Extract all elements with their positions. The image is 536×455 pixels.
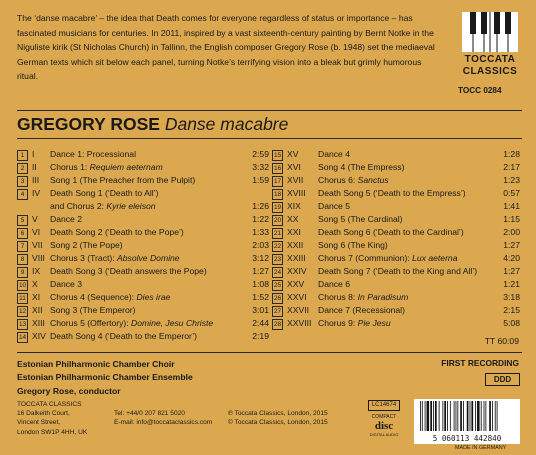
track-row	[17, 239, 269, 252]
performer-ensemble: Estonian Philharmonic Chamber Ensemble	[17, 372, 193, 383]
track-roman-numeral: XXIV	[287, 266, 307, 276]
track-roman-numeral: IX	[32, 266, 41, 276]
label-address	[17, 400, 87, 437]
label-name-line1: TOCCATA	[464, 54, 516, 65]
track-roman-numeral: VII	[32, 240, 43, 250]
track-title-latin: Absolve Domine	[117, 253, 180, 263]
phonogram-copyright: ℗ Toccata Classics, London, 2015	[228, 410, 328, 417]
track-title	[318, 200, 350, 213]
track-title-text: Dance 3	[50, 279, 83, 289]
track-title-text: Death Song 1 (‘Death to All’)	[50, 188, 159, 198]
track-number: 13	[18, 320, 27, 328]
track-title-text: Song 1 (The Preacher from the Pulpit)	[50, 175, 196, 185]
track-title-text: Dance 6	[318, 279, 351, 289]
label-code-badge: LC14674	[368, 400, 400, 411]
track-roman-numeral: XIII	[32, 318, 45, 328]
track-row	[17, 317, 269, 330]
track-row	[17, 213, 269, 226]
track-roman-numeral: VI	[32, 227, 41, 237]
track-number: 5	[17, 215, 28, 226]
track-number: 15	[273, 151, 282, 159]
track-title-text: Dance 2	[50, 214, 83, 224]
track-row	[17, 291, 269, 304]
track-duration: 1:26	[252, 201, 269, 211]
track-title-text: Death Song 7 (‘Death to the King and All’)	[318, 266, 478, 276]
track-duration: 1:21	[503, 279, 520, 289]
track-title	[318, 265, 477, 278]
catalogue-number: TOCC 0284	[458, 86, 502, 95]
track-title	[318, 278, 350, 291]
track-title	[318, 187, 466, 200]
track-roman-numeral: III	[32, 175, 40, 185]
track-title-latin: Lux aeterna	[412, 253, 458, 263]
track-roman-numeral: I	[32, 149, 35, 159]
track-duration: 1:27	[252, 266, 269, 276]
ddd-badge: DDD	[485, 373, 520, 386]
track-roman-numeral: XXI	[287, 227, 301, 237]
track-row	[17, 278, 269, 291]
track-roman-numeral: XXVIII	[287, 318, 312, 328]
track-duration: 1:08	[252, 279, 269, 289]
track-title	[318, 252, 457, 265]
track-row	[17, 252, 269, 265]
track-title-text: Song 5 (The Cardinal)	[318, 214, 403, 224]
track-row	[17, 148, 269, 161]
track-title	[50, 239, 123, 252]
track-title-text: Dance 5	[318, 201, 351, 211]
track-title-latin: Requiem aeternam	[89, 162, 163, 172]
track-roman-numeral: VIII	[32, 253, 45, 263]
track-number: 24	[273, 268, 282, 276]
track-roman-numeral: XX	[287, 214, 299, 224]
track-number: 6	[17, 228, 28, 239]
track-title-text: Chorus 6:	[318, 175, 358, 185]
track-title-text: Chorus 7 (Communion):	[318, 253, 413, 263]
track-row	[272, 291, 520, 304]
track-duration: 3:18	[503, 292, 520, 302]
track-title-latin: In Paradisum	[357, 292, 409, 302]
track-title-text: Death Song 3 (‘Death answers the Pope)	[50, 266, 207, 276]
track-title-text: Dance 4	[318, 149, 351, 159]
performer-choir: Estonian Philharmonic Chamber Choir	[17, 359, 175, 369]
track-title-text: Death Song 6 (‘Death to the Cardinal’)	[318, 227, 464, 237]
svg-text:COMPACT: COMPACT	[371, 414, 397, 420]
track-row	[17, 161, 269, 174]
track-number: 14	[18, 333, 27, 341]
track-roman-numeral: XXVI	[287, 292, 307, 302]
label-name-line2: CLASSICS	[462, 66, 518, 77]
svg-text:DIGITAL AUDIO: DIGITAL AUDIO	[369, 432, 399, 437]
track-row	[272, 304, 520, 317]
label-contact	[114, 409, 212, 427]
track-roman-numeral: XXVII	[287, 305, 309, 315]
track-roman-numeral: IV	[32, 188, 41, 198]
performer-conductor: Gregory Rose, conductor	[17, 385, 121, 396]
track-title-text: Dance 7 (Recessional)	[318, 305, 405, 315]
track-row	[272, 239, 520, 252]
made-in-label: MADE IN GERMANY	[455, 445, 507, 451]
title-rule-top	[17, 110, 522, 111]
track-duration: 3:01	[252, 305, 269, 315]
track-number: 8	[17, 254, 28, 265]
track-duration: 1:28	[503, 149, 520, 159]
track-number: 22	[273, 242, 282, 250]
first-recording-label: FIRST RECORDING	[441, 358, 519, 368]
track-duration: 1:33	[252, 227, 269, 237]
track-number: 3	[17, 176, 28, 187]
track-title-latin: Dies irae	[136, 292, 171, 302]
album-title	[17, 114, 288, 135]
track-row	[272, 226, 520, 239]
track-title	[50, 265, 207, 278]
track-row	[272, 317, 520, 330]
track-title	[50, 200, 156, 213]
track-roman-numeral: V	[32, 214, 38, 224]
track-title	[50, 330, 197, 343]
track-title	[318, 226, 464, 239]
track-number: 18	[273, 190, 282, 198]
track-roman-numeral: XI	[32, 292, 41, 302]
track-row	[272, 252, 520, 265]
work-title: Danse macabre	[164, 114, 289, 134]
track-number: 9	[17, 267, 28, 278]
track-row	[272, 187, 520, 200]
svg-text:disc: disc	[374, 420, 394, 432]
track-title	[318, 213, 403, 226]
track-title-text: Chorus 9:	[318, 318, 358, 328]
track-number: 7	[17, 241, 28, 252]
track-title-latin: Sanctus	[357, 175, 389, 185]
composer-name: GREGORY ROSE	[17, 114, 160, 134]
address-line: London SW1P 4HH, UK	[17, 428, 88, 436]
track-title-text: Song 6 (The King)	[318, 240, 388, 250]
track-title-text: Chorus 5 (Offertory):	[50, 318, 132, 328]
track-title	[318, 174, 389, 187]
track-duration: 2:17	[503, 162, 520, 172]
track-duration: 1:23	[503, 175, 520, 185]
track-title	[318, 304, 405, 317]
track-row	[272, 174, 520, 187]
address-line: TOCCATA CLASSICS	[17, 401, 82, 408]
track-number: 1	[17, 150, 28, 161]
track-title	[50, 174, 195, 187]
track-row	[17, 265, 269, 278]
track-roman-numeral: II	[32, 162, 37, 172]
track-number: 21	[273, 229, 282, 237]
track-title	[50, 161, 163, 174]
track-title	[318, 148, 350, 161]
track-title	[50, 317, 213, 330]
track-roman-numeral: XXII	[287, 240, 304, 250]
track-row	[272, 148, 520, 161]
track-title	[318, 239, 388, 252]
track-row	[272, 278, 520, 291]
track-duration: 1:59	[252, 175, 269, 185]
track-roman-numeral: XII	[32, 305, 43, 315]
track-title	[50, 304, 136, 317]
track-number: 16	[273, 164, 282, 172]
track-duration: 3:12	[252, 253, 269, 263]
track-duration: 2:44	[252, 318, 269, 328]
track-duration: 1:15	[503, 214, 520, 224]
intro-paragraph: The ‘danse macabre’ – the idea that Death comes for everyone regardless of status or importance – has fascinated musicians for centuries. In 2011, inspired by a vast sixteenth-century painting by Bernt Notke in the Niguliste kirik (St Nicholas Church) in Tallinn, the English composer Gregory Rose (b. 1948) set the mediaeval German texts which sit below each panel, turning Notke’s terrifying vision into a bleak but grimly humorous ritual.	[17, 13, 435, 82]
track-title-latin: Domine, Jesu Christe	[131, 318, 214, 328]
track-duration: 2:15	[503, 305, 520, 315]
track-title	[50, 148, 136, 161]
track-title-text: Song 3 (The Emperor)	[50, 305, 136, 315]
track-duration: 1:27	[503, 240, 520, 250]
track-title	[50, 291, 170, 304]
track-row	[272, 213, 520, 226]
track-title-text: Death Song 4 (‘Death to the Emperor’)	[50, 331, 197, 341]
track-title	[50, 252, 180, 265]
address-line: Vincent Street,	[17, 419, 61, 427]
track-title	[50, 213, 82, 226]
track-roman-numeral: XVII	[287, 175, 304, 185]
track-title-latin: Kyrie eleison	[106, 201, 156, 211]
track-title	[50, 226, 184, 239]
track-title-latin: Pie Jesu	[357, 318, 391, 328]
track-title	[50, 278, 82, 291]
address-line: 16 Dalkeith Court,	[17, 410, 70, 418]
track-row	[17, 174, 269, 187]
track-title-text: Death Song 2 (‘Death to the Pope’)	[50, 227, 184, 237]
track-row	[272, 200, 520, 213]
track-roman-numeral: X	[32, 279, 38, 289]
track-row	[17, 187, 269, 200]
performers-rule	[17, 352, 522, 353]
track-duration: 2:59	[252, 149, 269, 159]
track-duration: 1:27	[503, 266, 520, 276]
track-number: 26	[273, 294, 282, 302]
track-roman-numeral: XIX	[287, 201, 301, 211]
track-number: 4	[17, 189, 28, 200]
track-number: 11	[17, 293, 28, 304]
track-duration: 2:03	[252, 240, 269, 250]
track-title-text: and Chorus 2:	[50, 201, 107, 211]
track-title-text: Song 2 (The Pope)	[50, 240, 123, 250]
track-roman-numeral: XIV	[32, 331, 46, 341]
track-title	[50, 187, 158, 200]
track-title-text: Chorus 3 (Tract):	[50, 253, 118, 263]
track-title	[318, 317, 391, 330]
track-roman-numeral: XVIII	[287, 188, 306, 198]
track-number: 28	[273, 320, 282, 328]
copyright-line: © Toccata Classics, London, 2015	[228, 419, 328, 427]
track-title-text: Chorus 8:	[318, 292, 358, 302]
track-title-text: Chorus 4 (Sequence):	[50, 292, 137, 302]
track-title	[318, 161, 404, 174]
track-row	[272, 161, 520, 174]
track-row	[17, 200, 269, 213]
copyright-notices	[228, 409, 328, 427]
track-number: 12	[18, 307, 27, 315]
track-title	[318, 291, 408, 304]
track-duration: 1:41	[503, 201, 520, 211]
track-roman-numeral: XXV	[287, 279, 305, 289]
track-number: 17	[273, 177, 282, 185]
track-row	[17, 226, 269, 239]
title-rule-bottom	[17, 138, 522, 139]
total-time: TT 60:09	[484, 336, 519, 346]
track-number: 25	[273, 281, 282, 289]
performers	[17, 358, 193, 398]
track-duration: 2:00	[503, 227, 520, 237]
track-number: 23	[273, 255, 282, 263]
track-title-text: Death Song 5 (‘Death to the Empress’)	[318, 188, 466, 198]
contact-phone: Tel: +44/0 207 821 5020	[114, 410, 185, 417]
track-row	[17, 330, 269, 343]
track-duration: 0:57	[503, 188, 520, 198]
track-roman-numeral: XXIII	[287, 253, 306, 263]
track-row	[17, 304, 269, 317]
track-title-text: Dance 1: Processional	[50, 149, 136, 159]
track-number: 20	[273, 216, 282, 224]
track-duration: 5:08	[503, 318, 520, 328]
track-number: 27	[273, 307, 282, 315]
track-number: 10	[18, 281, 27, 289]
track-number: 19	[273, 203, 282, 211]
track-row	[272, 265, 520, 278]
track-roman-numeral: XVI	[287, 162, 301, 172]
track-duration: 1:52	[252, 292, 269, 302]
barcode	[414, 399, 520, 433]
contact-email: E-mail: info@toccataclassics.com	[114, 419, 213, 427]
track-number: 2	[17, 163, 28, 174]
track-title-text: Chorus 1:	[50, 162, 90, 172]
track-duration: 2:19	[252, 331, 269, 341]
track-duration: 4:20	[503, 253, 520, 263]
barcode-number: 5 060113 442840	[414, 433, 520, 444]
track-title-text: Song 4 (The Empress)	[318, 162, 405, 172]
track-duration: 3:32	[252, 162, 269, 172]
track-roman-numeral: XV	[287, 149, 299, 159]
compact-disc-logo-icon	[367, 412, 401, 438]
track-duration: 1:22	[252, 214, 269, 224]
